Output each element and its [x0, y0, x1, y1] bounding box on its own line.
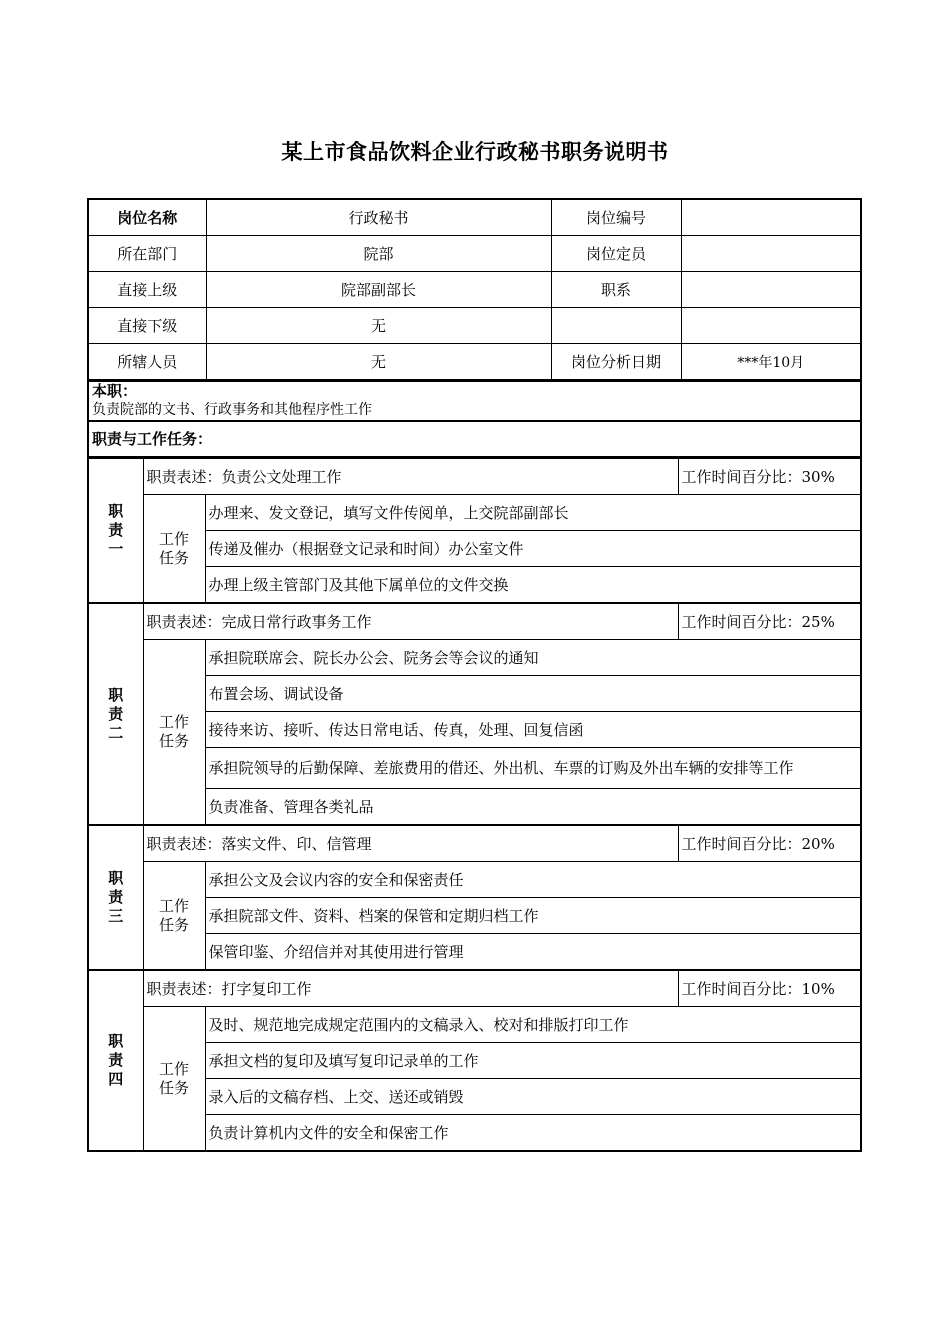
info-value: 院部: [206, 236, 551, 272]
task-label: 工作 任务: [143, 640, 205, 826]
duty-time-percent: 工作时间百分比：25%: [678, 603, 861, 640]
task-item: 录入后的文稿存档、上交、送还或销毁: [205, 1079, 861, 1115]
task-item: 办理上级主管部门及其他下属单位的文件交换: [205, 567, 861, 604]
task-item: 传递及催办（根据登文记录和时间）办公室文件: [205, 531, 861, 567]
duty-label: 职 责 二: [88, 603, 143, 825]
duty-desc-row: [88, 825, 861, 862]
info-label: [551, 308, 681, 344]
task-item: 负责准备、管理各类礼品: [205, 789, 861, 826]
task-item: 办理来、发文登记，填写文件传阅单，上交院部副部长: [205, 495, 861, 531]
info-row: [88, 308, 861, 344]
info-label: 所在部门: [88, 236, 206, 272]
info-value: 无: [206, 344, 551, 380]
document-title: 某上市食品饮料企业行政秘书职务说明书: [281, 140, 669, 164]
info-value: [681, 236, 861, 272]
task-item: 承担院联席会、院长办公会、院务会等会议的通知: [205, 640, 861, 676]
task-label: 工作 任务: [143, 495, 205, 604]
task-item: 及时、规范地完成规定范围内的文稿录入、校对和排版打印工作: [205, 1007, 861, 1043]
info-value: [681, 272, 861, 308]
duty-description: 职责表述：打字复印工作: [143, 970, 678, 1007]
task-label: 工作 任务: [143, 1007, 205, 1152]
duty-label: 职 责 四: [88, 970, 143, 1151]
duty-header-section: [87, 420, 862, 458]
task-label: 工作 任务: [143, 862, 205, 971]
benzhi-label: 本职：: [92, 382, 138, 400]
info-value: 无: [206, 308, 551, 344]
duty-time-percent: 工作时间百分比：10%: [678, 970, 861, 1007]
task-item: 承担公文及会议内容的安全和保密责任: [205, 862, 861, 898]
basic-info-table: [87, 198, 862, 380]
info-row: [88, 344, 861, 380]
duty-description: 职责表述：落实文件、印、信管理: [143, 825, 678, 862]
duties-table: [87, 458, 862, 1152]
info-label: 直接上级: [88, 272, 206, 308]
info-label: 所辖人员: [88, 344, 206, 380]
task-row: [88, 495, 861, 531]
info-label: 岗位定员: [551, 236, 681, 272]
task-item: 承担院领导的后勤保障、差旅费用的借还、外出机、车票的订购及外出车辆的安排等工作: [205, 748, 861, 789]
duty-description: 职责表述：完成日常行政事务工作: [143, 603, 678, 640]
task-item: 接待来访、接听、传达日常电话、传真，处理、回复信函: [205, 712, 861, 748]
info-row: [88, 272, 861, 308]
task-item: 承担院部文件、资料、档案的保管和定期归档工作: [205, 898, 861, 934]
task-row: [88, 862, 861, 898]
benzhi-text: 负责院部的文书、行政事务和其他程序性工作: [92, 402, 372, 418]
task-item: 保管印鉴、介绍信并对其使用进行管理: [205, 934, 861, 971]
task-item: 承担文档的复印及填写复印记录单的工作: [205, 1043, 861, 1079]
duty-label: 职 责 三: [88, 825, 143, 970]
duty-desc-row: [88, 459, 861, 495]
benzhi-section: [87, 380, 862, 420]
duty-desc-row: [88, 603, 861, 640]
duty-time-percent: 工作时间百分比：20%: [678, 825, 861, 862]
duty-label: 职 责 一: [88, 459, 143, 604]
task-item: 负责计算机内文件的安全和保密工作: [205, 1115, 861, 1152]
duty-header: 职责与工作任务：: [92, 430, 213, 448]
duty-desc-row: [88, 970, 861, 1007]
info-row: [88, 199, 861, 236]
info-label: 岗位名称: [88, 199, 206, 236]
info-value: [681, 199, 861, 236]
task-item: 布置会场、调试设备: [205, 676, 861, 712]
duty-time-percent: 工作时间百分比：30%: [678, 459, 861, 495]
job-description-sheet: [87, 198, 862, 1152]
duty-description: 职责表述：负责公文处理工作: [143, 459, 678, 495]
info-value: 行政秘书: [206, 199, 551, 236]
info-label: 直接下级: [88, 308, 206, 344]
task-row: [88, 640, 861, 676]
info-value: ***年10月: [681, 344, 861, 380]
info-value: [681, 308, 861, 344]
info-label: 岗位分析日期: [551, 344, 681, 380]
info-label: 岗位编号: [551, 199, 681, 236]
info-value: 院部副部长: [206, 272, 551, 308]
info-row: [88, 236, 861, 272]
info-label: 职系: [551, 272, 681, 308]
task-row: [88, 1007, 861, 1043]
